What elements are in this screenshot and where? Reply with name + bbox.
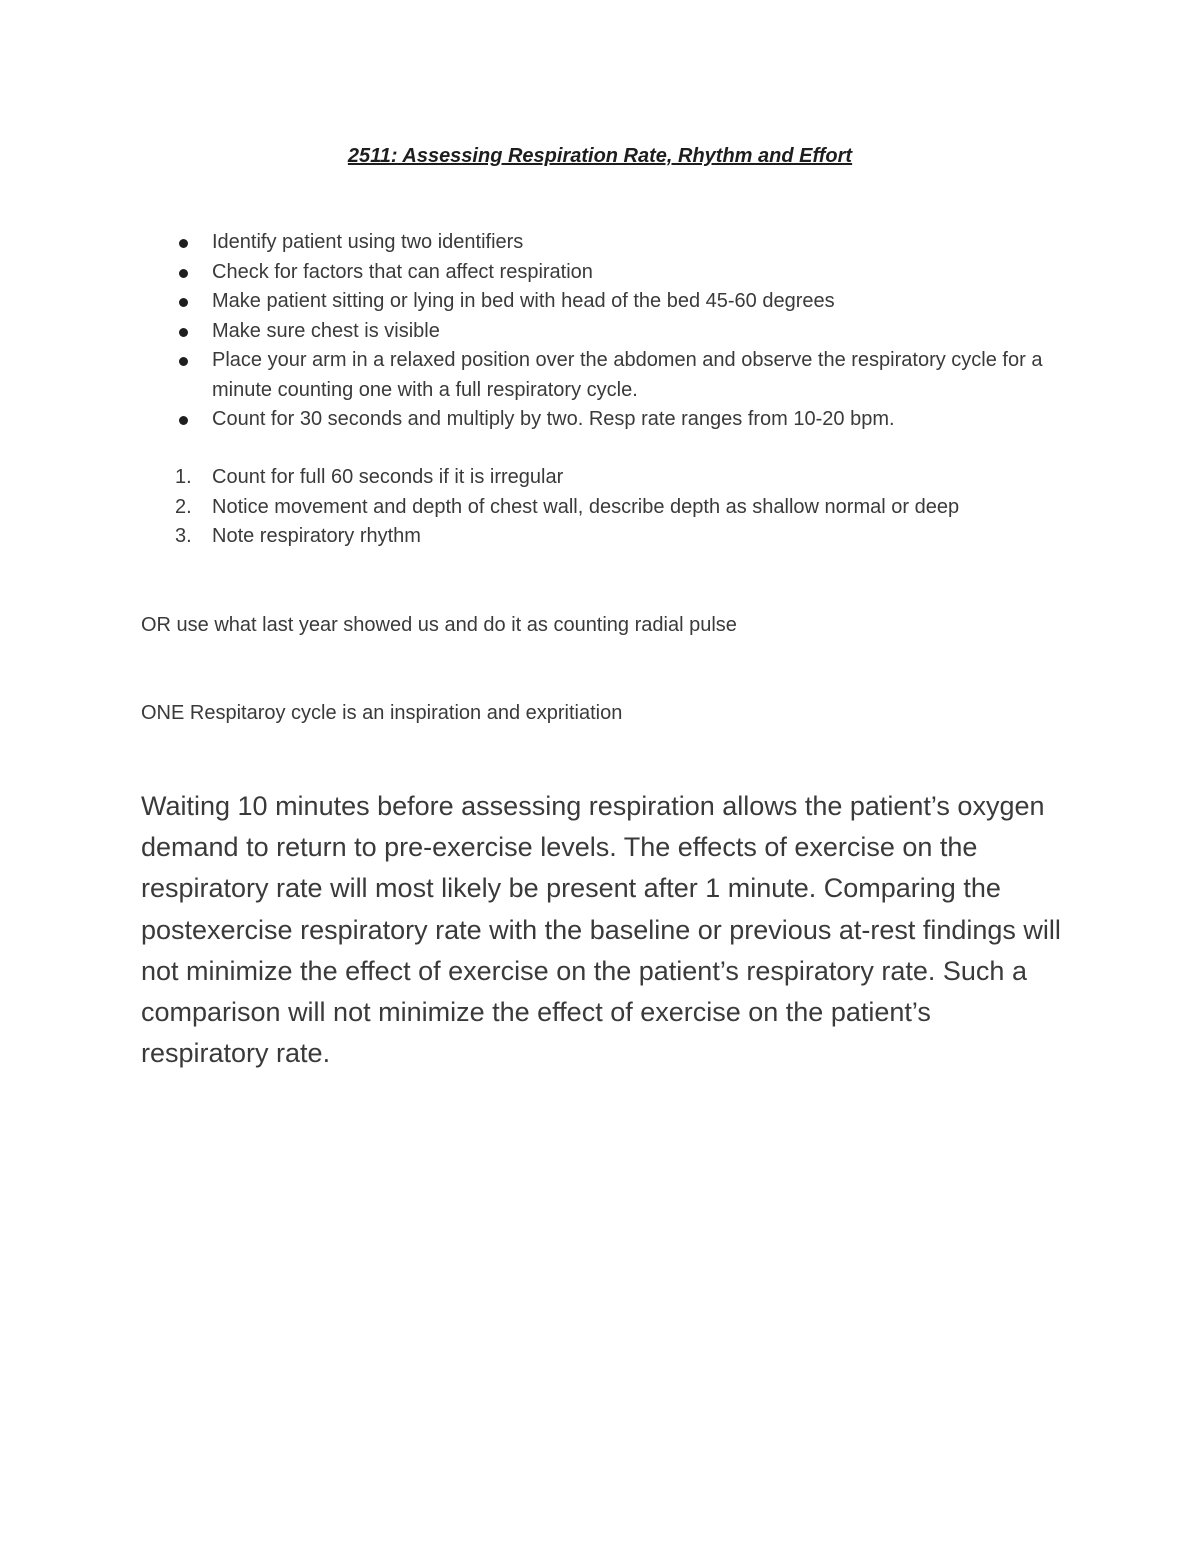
bullet-icon (175, 317, 205, 337)
list-item (175, 228, 1062, 258)
list-item (175, 258, 1062, 288)
list-item (175, 287, 1062, 317)
list-item-text: Notice movement and depth of chest wall, describe depth as shallow normal or deep (212, 495, 960, 518)
list-item (175, 493, 1062, 523)
list-item-text: Make sure chest is visible (212, 319, 440, 342)
list-item (175, 346, 1062, 405)
list-item (175, 317, 1062, 347)
bullet-icon (175, 228, 205, 248)
list-item-text: Place your arm in a relaxed position over the abdomen and observe the respiratory cycle for a minute counting one with a full respiratory cycle. (212, 349, 1043, 401)
bullet-icon (175, 405, 205, 425)
list-item-text: Count for full 60 seconds if it is irregular (212, 466, 564, 488)
paragraph-explanation: Waiting 10 minutes before assessing respiration allows the patient’s oxygen demand to return to pre-exercise levels. The effects of exercise on the respiratory rate will most likely be present after 1 minute. Comparing the postexercise respiratory rate with the baseline or previous at-rest findings will not minimize the effect of exercise on the patient’s respiratory rate. Such a comparison will not minimize the effect of exercise on the patient’s respiratory rate. (141, 791, 1061, 1069)
list-item-text: Identify patient using two identifiers (212, 231, 524, 253)
list-item (175, 463, 1062, 493)
paragraph-radial-pulse: OR use what last year showed us and do it as counting radial pulse (141, 614, 737, 636)
list-item-text: Note respiratory rhythm (212, 525, 421, 547)
paragraph-respiratory-cycle: ONE Respitaroy cycle is an inspiration and expritiation (141, 702, 623, 724)
list-number: 1. (175, 466, 192, 488)
bullet-icon (175, 258, 205, 278)
bullet-list (175, 228, 1062, 435)
list-item-text: Check for factors that can affect respiration (212, 260, 593, 283)
list-item-text: Make patient sitting or lying in bed with head of the bed 45-60 degrees (212, 290, 835, 312)
numbered-list (175, 463, 1062, 552)
document-title: 2511: Assessing Respiration Rate, Rhythm and Effort (347, 145, 853, 167)
list-item (175, 405, 1062, 435)
bullet-icon (175, 346, 205, 366)
list-item (175, 522, 1062, 552)
list-number: 2. (175, 495, 192, 518)
bullet-icon (175, 287, 205, 307)
list-item-text: Count for 30 seconds and multiply by two. Resp rate ranges from 10-20 bpm. (212, 408, 895, 430)
list-number: 3. (175, 525, 192, 547)
